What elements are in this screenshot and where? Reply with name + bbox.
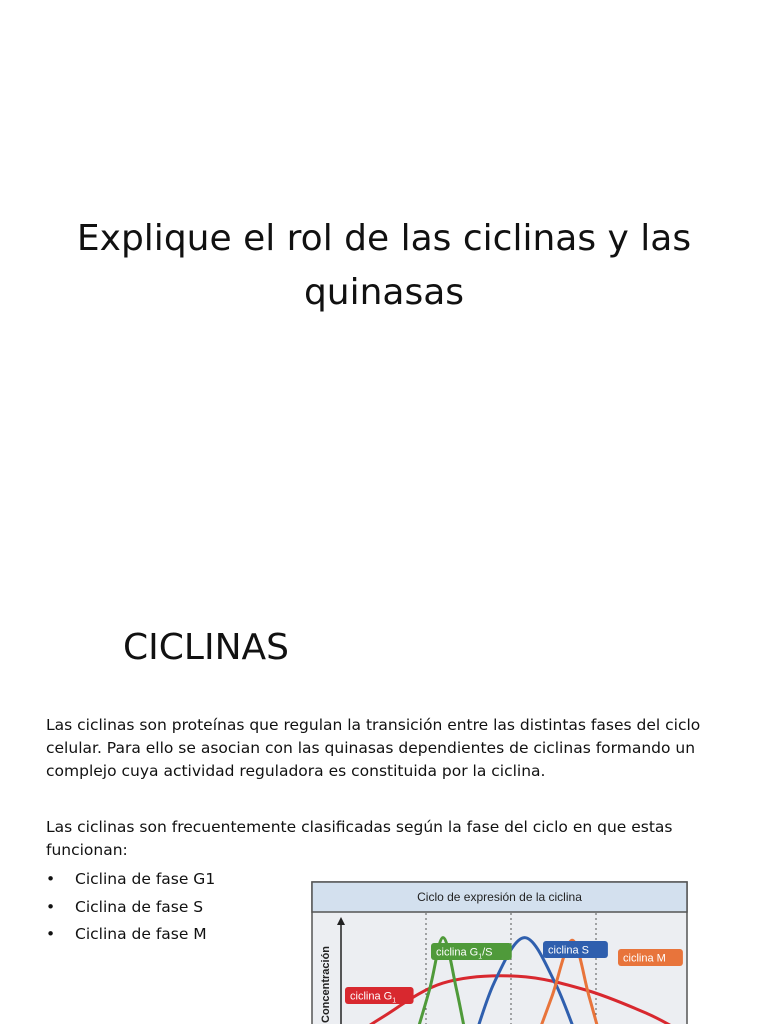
intro-line-2: celular. Para ello se asocian con las quinasas dependientes de ciclinas formando un xyxy=(46,739,696,757)
bullet-marker: • xyxy=(46,897,56,916)
list-item xyxy=(46,866,215,894)
cyclin-expression-chart xyxy=(311,881,688,1024)
series-label-tail: /S xyxy=(482,946,493,959)
intro-line-3: complejo cuya actividad reguladora es constituida por la ciclina. xyxy=(46,762,546,780)
cyclin-phase-list xyxy=(46,866,215,949)
chart-title: Ciclo de expresión de la ciclina xyxy=(417,890,582,904)
series-label-main: ciclina G xyxy=(436,946,479,959)
classification-line-2: funcionan: xyxy=(46,841,128,859)
series-label-subscript: 1 xyxy=(392,997,397,1005)
list-item-label: Ciclina de fase S xyxy=(75,897,204,916)
list-item xyxy=(46,894,215,922)
series-label-main: ciclina M xyxy=(623,952,666,965)
slide-title xyxy=(40,212,728,320)
slide-title-line-2: quinasas xyxy=(303,272,465,314)
intro-paragraph xyxy=(46,714,736,783)
classification-line-1: Las ciclinas son frecuentemente clasificadas según la fase del ciclo en que estas xyxy=(46,818,673,836)
series-label-4 xyxy=(623,953,666,965)
y-axis-label: Concentración xyxy=(320,945,332,1023)
series-label-3 xyxy=(548,945,589,957)
bullet-marker: • xyxy=(46,870,56,888)
chart-svg xyxy=(311,881,688,1024)
list-item-label: Ciclina de fase G1 xyxy=(75,870,216,888)
series-label-main: ciclina G xyxy=(350,990,393,1003)
intro-line-1: Las ciclinas son proteínas que regulan la transición entre las distintas fases del ciclo xyxy=(46,716,701,734)
series-label-main: ciclina S xyxy=(548,944,589,957)
series-label-2 xyxy=(436,947,493,961)
list-item xyxy=(46,921,215,949)
series-label-1 xyxy=(350,991,396,1005)
section-heading: CICLINAS xyxy=(123,627,289,668)
bullet-marker: • xyxy=(46,925,56,943)
list-item-label: Ciclina de fase M xyxy=(75,925,207,943)
series-label-subscript: 1 xyxy=(478,953,483,961)
classification-paragraph xyxy=(46,816,736,862)
slide-title-line-1: Explique el rol de las ciclinas y las xyxy=(76,218,692,260)
